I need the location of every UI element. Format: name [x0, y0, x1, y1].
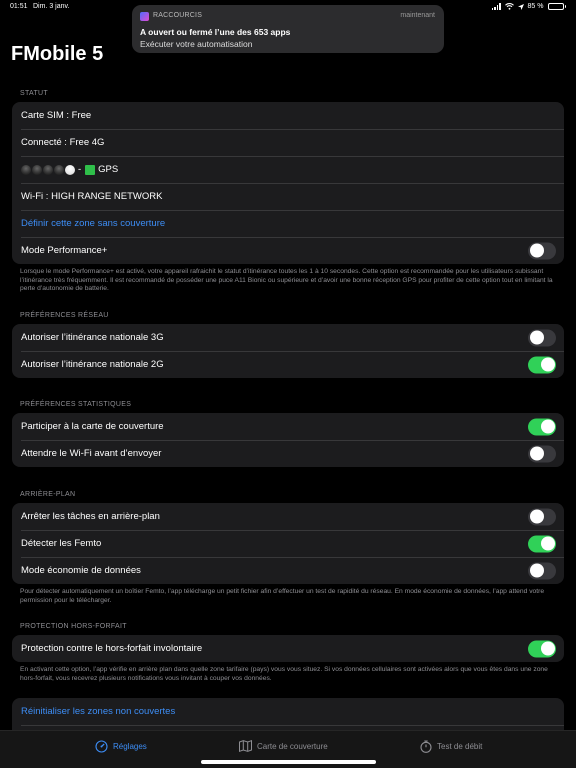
reset-zones-button[interactable]	[12, 698, 564, 725]
cellular-signal-icon	[492, 3, 501, 10]
wait-wifi-label: Attendre le Wi-Fi avant d’envoyer	[21, 448, 162, 459]
wifi-icon	[505, 3, 514, 10]
status-time: 01:51	[10, 3, 28, 10]
data-saver-row	[12, 557, 564, 584]
signal-gps-row: - GPS	[12, 156, 564, 183]
roaming-3g-label: Autoriser l’itinérance nationale 3G	[21, 332, 164, 343]
roaming-2g-row	[12, 351, 564, 378]
roaming-2g-toggle[interactable]	[528, 356, 556, 373]
background-group	[12, 503, 564, 584]
detect-femto-toggle[interactable]	[528, 535, 556, 552]
connection-label: Connecté : Free 4G	[21, 137, 105, 148]
wifi-row	[12, 183, 564, 210]
tab-carte[interactable]	[239, 740, 328, 752]
overage-protection-row	[12, 635, 564, 662]
notification-title: A ouvert ou fermé l’une des 653 apps	[140, 27, 291, 37]
reseau-group	[12, 324, 564, 378]
wait-wifi-row	[12, 440, 564, 467]
gauge-icon	[95, 740, 108, 753]
femto-footer: Pour détecter automatiquement un boîtier Femto, l’app télécharge un petit fichier afin d’effectuer un test de rapidité du réseau. En mode économie de données, l’app attend votre permission pour le télécharger.	[20, 588, 545, 604]
coverage-map-row	[12, 413, 564, 440]
tab-test-debit-label: Test de débit	[437, 742, 483, 751]
sim-label: Carte SIM : Free	[21, 110, 92, 121]
status-right	[492, 3, 566, 10]
performance-row	[12, 237, 564, 264]
section-header-background: ARRIÈRE-PLAN	[20, 491, 76, 498]
reset-zones-label: Réinitialiser les zones non couvertes	[21, 706, 176, 717]
stop-tasks-toggle[interactable]	[528, 508, 556, 525]
performance-toggle[interactable]	[528, 242, 556, 259]
status-date: Dim. 3 janv.	[33, 3, 70, 10]
notification-time: maintenant	[400, 12, 435, 19]
performance-footer: Lorsque le mode Performance+ est activé, votre appareil rafraichit le statut d’itinérance toutes les 1 à 10 secondes. Cette option est recommandée pour les utilisateurs subissant l’itinérance très fréquemment. Il est recommandé de posséder une puce A11 Bionic ou supérieure et d’avoir une bonne réception GPS pour profiter de cette option tout en limitant la perte d’autonomie de batterie.	[20, 268, 553, 293]
section-header-reseau: PRÉFÉRENCES RÉSEAU	[20, 312, 109, 319]
battery-percent: 85 %	[527, 3, 544, 10]
hors-forfait-group	[12, 635, 564, 662]
tab-reglages[interactable]	[95, 740, 147, 753]
page-title: FMobile 5	[11, 43, 104, 65]
define-zone-button[interactable]	[12, 210, 564, 237]
signal-strength-indicator	[21, 165, 75, 175]
roaming-3g-toggle[interactable]	[528, 329, 556, 346]
overage-protection-label: Protection contre le hors-forfait involontaire	[21, 643, 203, 654]
stop-tasks-row	[12, 503, 564, 530]
tab-reglages-label: Réglages	[113, 742, 147, 751]
define-zone-label: Définir cette zone sans couverture	[21, 218, 166, 229]
connection-row	[12, 129, 564, 156]
tab-test-debit[interactable]	[420, 740, 482, 753]
gps-label: GPS	[98, 164, 119, 175]
coverage-map-toggle[interactable]	[528, 418, 556, 435]
stats-group	[12, 413, 564, 467]
roaming-2g-label: Autoriser l’itinérance nationale 2G	[21, 359, 164, 370]
performance-label: Mode Performance+	[21, 245, 108, 256]
wifi-label: Wi-Fi : HIGH RANGE NETWORK	[21, 191, 163, 202]
overage-protection-toggle[interactable]	[528, 640, 556, 657]
home-indicator	[201, 760, 376, 764]
data-saver-label: Mode économie de données	[21, 565, 141, 576]
stop-tasks-label: Arrêter les tâches en arrière-plan	[21, 511, 160, 522]
roaming-3g-row	[12, 324, 564, 351]
stopwatch-icon	[420, 740, 432, 753]
gps-status-icon	[85, 165, 95, 175]
notification-body: Exécuter votre automatisation	[140, 39, 253, 49]
detect-femto-row	[12, 530, 564, 557]
wait-wifi-toggle[interactable]	[528, 445, 556, 462]
detect-femto-label: Détecter les Femto	[21, 538, 102, 549]
coverage-map-label: Participer à la carte de couverture	[21, 421, 164, 432]
data-saver-toggle[interactable]	[528, 562, 556, 579]
shortcuts-app-icon	[140, 12, 149, 21]
overage-footer: En activant cette option, l’app vérifie en arrière plan dans quelle zone tarifaire (pays) vous vous situez. Si vos données cellulaires sont activées alors que vous êtes dans une zone hors-forfait, vous recevrez plusieurs notifications vous invitant à couper vos données.	[20, 666, 548, 682]
battery-icon	[548, 3, 567, 10]
statut-group	[12, 102, 564, 264]
section-header-hors-forfait: PROTECTION HORS-FORFAIT	[20, 623, 127, 630]
notification-banner[interactable]	[132, 5, 444, 53]
section-header-stats: PRÉFÉRENCES STATISTIQUES	[20, 401, 132, 408]
tab-carte-label: Carte de couverture	[257, 741, 328, 751]
notification-app-name: RACCOURCIS	[153, 12, 203, 19]
sim-row	[12, 102, 564, 129]
map-icon	[239, 740, 252, 752]
location-arrow-icon	[518, 4, 524, 10]
section-header-statut: STATUT	[20, 90, 48, 97]
